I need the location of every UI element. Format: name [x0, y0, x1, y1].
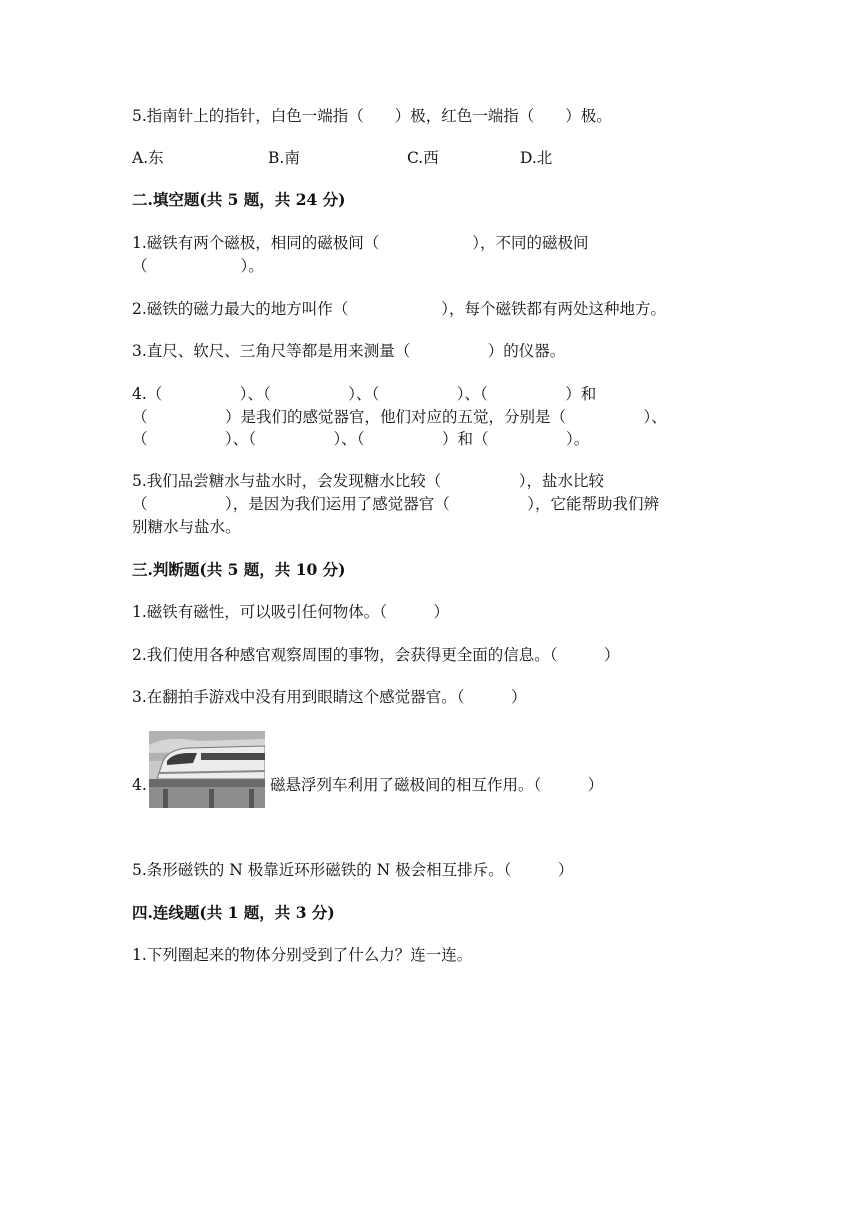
judge-q4-text: 磁悬浮列车利用了磁极间的相互作用。（ ） [270, 776, 604, 794]
fill-q1-line1: 1.磁铁有两个磁极，相同的磁极间（ ），不同的磁极间 [132, 234, 589, 252]
fill-q5-line2: （ ），是因为我们运用了感觉器官（ ），它能帮助我们辨 [132, 495, 660, 513]
matching-q1: 1.下列圈起来的物体分别受到了什么力？连一连。 [132, 946, 473, 964]
fill-q4-line3: （ ）、（ ）、（ ）和（ ）。 [132, 430, 590, 448]
fill-q3: 3.直尺、软尺、三角尺等都是用来测量（ ）的仪器。 [132, 342, 566, 360]
judge-q2: 2.我们使用各种感官观察周围的事物，会获得更全面的信息。（ ） [132, 646, 620, 664]
judge-q1: 1.磁铁有磁性，可以吸引任何物体。（ ） [132, 603, 450, 621]
fill-q1-line2: （ ）。 [132, 257, 264, 275]
fill-q4-line2: （ ）是我们的感觉器官，他们对应的五觉，分别是（ ）、 [132, 408, 667, 426]
fill-q5-line3: 别糖水与盐水。 [132, 518, 241, 536]
maglev-train-photo [149, 731, 265, 808]
option-c: C.西 [407, 149, 439, 167]
section-2-heading: 二.填空题(共 5 题，共 24 分) [132, 190, 346, 209]
judge-q3: 3.在翻拍手游戏中没有用到眼睛这个感觉器官。（ ） [132, 688, 527, 706]
question-5-compass: 5.指南针上的指针，白色一端指（ ）极，红色一端指（ ）极。 [132, 107, 612, 125]
judge-q4-number: 4. [132, 776, 147, 794]
fill-q5-line1: 5.我们品尝糖水与盐水时，会发现糖水比较（ ），盐水比较 [132, 472, 605, 490]
option-b: B.南 [268, 149, 300, 167]
option-a: A.东 [132, 149, 164, 167]
option-d: D.北 [520, 149, 553, 167]
judge-q5: 5.条形磁铁的 N 极靠近环形磁铁的 N 极会相互排斥。（ ） [132, 861, 574, 879]
section-3-heading: 三.判断题(共 5 题，共 10 分) [132, 560, 346, 579]
fill-q4-line1: 4.（ ）、（ ）、（ ）、（ ）和 [132, 385, 597, 403]
fill-q2: 2.磁铁的磁力最大的地方叫作（ ），每个磁铁都有两处这种地方。 [132, 300, 667, 318]
section-4-heading: 四.连线题(共 1 题，共 3 分) [132, 903, 335, 922]
